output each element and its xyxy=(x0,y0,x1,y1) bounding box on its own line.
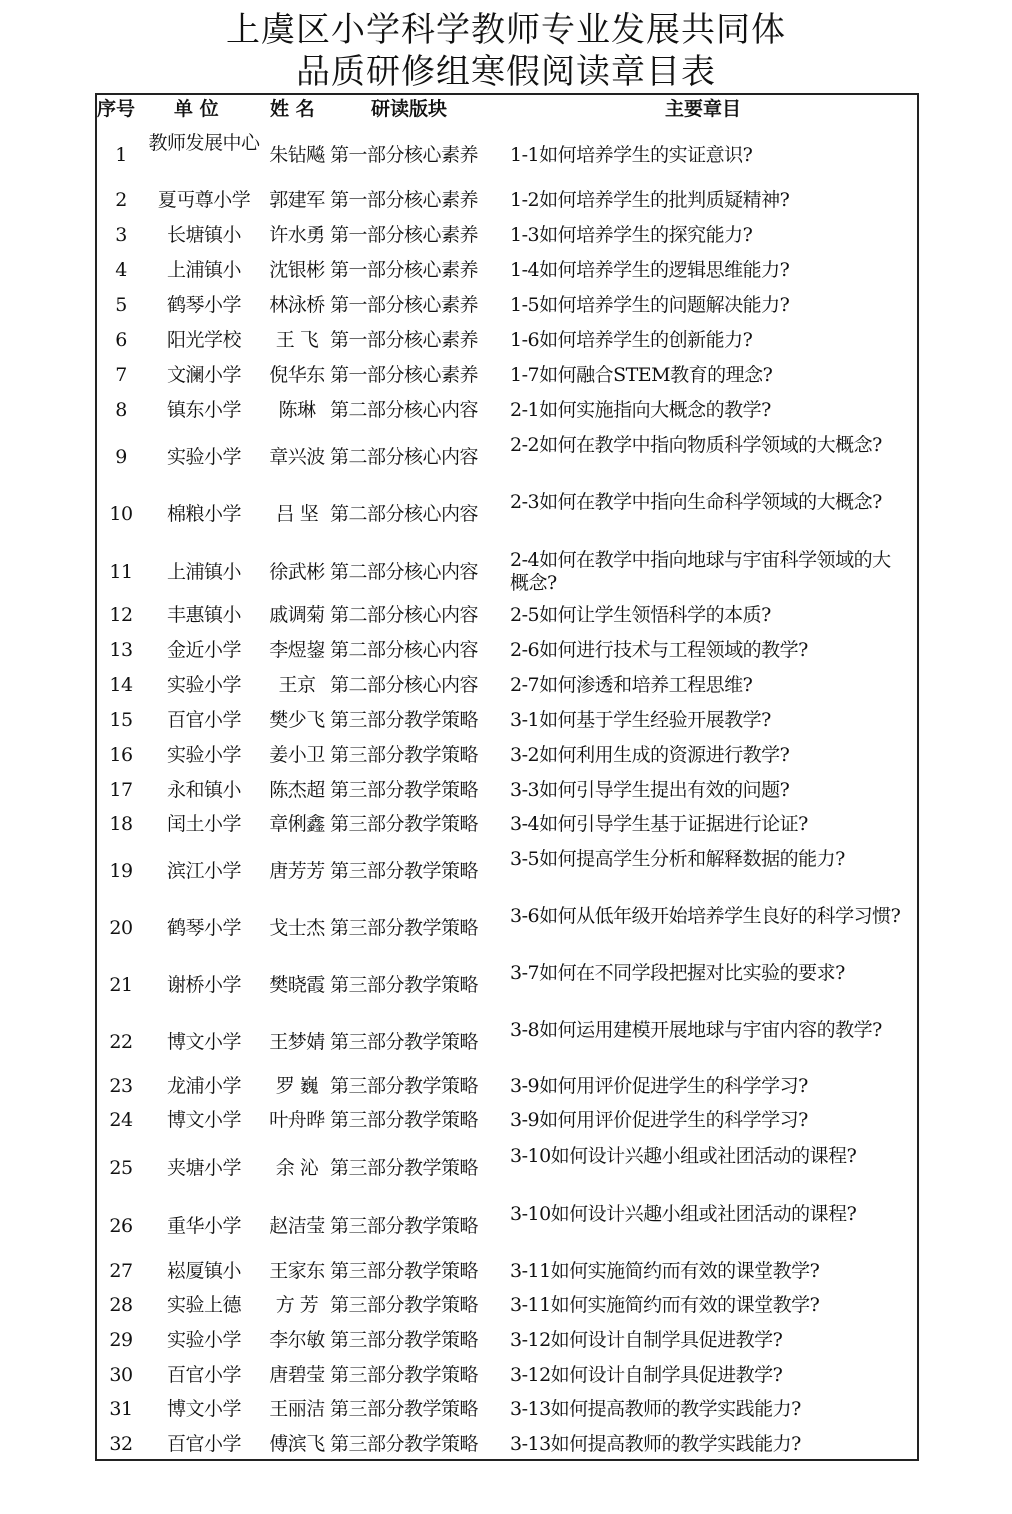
row-seq: 6 xyxy=(115,329,127,351)
row-seq: 22 xyxy=(109,1030,133,1053)
row-block: 第二部分核心内容 xyxy=(330,639,479,661)
row-block: 第三部分教学策略 xyxy=(330,1364,479,1386)
row-seq: 7 xyxy=(115,364,127,386)
row-chapter: 2-1如何实施指向大概念的教学? xyxy=(510,399,771,421)
row-chapter: 3-4如何引导学生基于证据进行论证? xyxy=(510,813,808,835)
row-block: 第三部分教学策略 xyxy=(330,1433,479,1455)
row-block: 第三部分教学策略 xyxy=(330,1398,479,1420)
row-unit: 棉粮小学 xyxy=(166,502,241,525)
row-name: 李煜鋆 xyxy=(269,639,325,661)
row-name: 朱钻飚 xyxy=(269,143,325,166)
row-chapter: 1-1如何培养学生的实证意识? xyxy=(510,143,753,166)
row-unit: 实验小学 xyxy=(166,445,241,468)
row-chapter: 2-2如何在教学中指向物质科学领域的大概念? xyxy=(510,434,882,456)
row-chapter: 3-11如何实施简约而有效的课堂教学? xyxy=(510,1294,820,1316)
row-unit: 镇东小学 xyxy=(166,399,241,421)
row-unit: 上浦镇小 xyxy=(166,560,241,583)
row-chapter: 2-5如何让学生领悟科学的本质? xyxy=(510,604,771,626)
row-name: 章俐鑫 xyxy=(269,813,325,835)
row-block: 第三部分教学策略 xyxy=(330,1030,479,1053)
row-chapter: 3-2如何利用生成的资源进行教学? xyxy=(510,744,790,766)
row-block: 第二部分核心内容 xyxy=(330,399,479,421)
row-chapter: 2-4如何在教学中指向地球与宇宙科学领域的大概念? xyxy=(510,549,891,594)
row-seq: 3 xyxy=(115,224,127,246)
row-chapter: 3-3如何引导学生提出有效的问题? xyxy=(510,779,790,801)
row-unit: 龙浦小学 xyxy=(166,1075,241,1097)
row-name: 章兴波 xyxy=(269,445,325,468)
row-chapter: 1-4如何培养学生的逻辑思维能力? xyxy=(510,259,790,281)
row-unit: 实验上德 xyxy=(166,1294,241,1316)
row-name: 沈银彬 xyxy=(269,259,325,281)
row-chapter: 3-9如何用评价促进学生的科学学习? xyxy=(510,1109,808,1131)
row-seq: 15 xyxy=(109,709,133,731)
row-block: 第一部分核心素养 xyxy=(330,329,479,351)
row-chapter: 2-6如何进行技术与工程领域的教学? xyxy=(510,639,808,661)
row-name: 王京 xyxy=(278,674,316,696)
row-chapter: 3-10如何设计兴趣小组或社团活动的课程? xyxy=(510,1145,857,1167)
row-name: 郭建军 xyxy=(269,189,325,211)
row-name: 徐武彬 xyxy=(269,560,325,583)
row-unit: 长塘镇小 xyxy=(166,224,241,246)
row-name: 傅滨飞 xyxy=(269,1433,325,1455)
row-block: 第三部分教学策略 xyxy=(330,916,479,939)
row-seq: 16 xyxy=(109,744,133,766)
row-unit: 博文小学 xyxy=(166,1030,241,1053)
row-unit: 博文小学 xyxy=(166,1109,241,1131)
row-seq: 12 xyxy=(109,604,133,626)
row-block: 第一部分核心素养 xyxy=(330,224,479,246)
header-chapter: 主要章目 xyxy=(665,98,742,120)
row-block: 第一部分核心素养 xyxy=(330,364,479,386)
row-chapter: 2-3如何在教学中指向生命科学领域的大概念? xyxy=(510,491,882,513)
row-block: 第二部分核心内容 xyxy=(330,445,479,468)
row-block: 第二部分核心内容 xyxy=(330,674,479,696)
row-seq: 17 xyxy=(109,779,133,801)
row-block: 第一部分核心素养 xyxy=(330,294,479,316)
row-unit: 实验小学 xyxy=(166,674,241,696)
row-unit: 鹤琴小学 xyxy=(166,294,241,316)
row-chapter: 3-12如何设计自制学具促进教学? xyxy=(510,1329,783,1351)
row-unit: 丰惠镇小 xyxy=(166,604,241,626)
row-unit: 百官小学 xyxy=(166,1433,241,1455)
row-chapter: 3-10如何设计兴趣小组或社团活动的课程? xyxy=(510,1203,857,1225)
row-chapter: 1-7如何融合STEM教育的理念? xyxy=(510,364,773,386)
row-unit: 崧厦镇小 xyxy=(166,1260,241,1282)
row-block: 第三部分教学策略 xyxy=(330,1109,479,1131)
row-seq: 18 xyxy=(109,813,133,835)
row-name: 罗 巍 xyxy=(275,1075,319,1097)
row-seq: 27 xyxy=(109,1260,133,1282)
row-name: 戈士杰 xyxy=(269,916,325,939)
row-name: 李尔敏 xyxy=(269,1329,325,1351)
row-chapter: 3-13如何提高教师的教学实践能力? xyxy=(510,1398,801,1420)
row-block: 第三部分教学策略 xyxy=(330,973,479,996)
row-seq: 2 xyxy=(115,189,127,211)
row-block: 第一部分核心素养 xyxy=(330,259,479,281)
document-title-line-2: 品质研修组寒假阅读章目表 xyxy=(296,52,716,92)
row-block: 第一部分核心素养 xyxy=(330,143,479,166)
row-chapter: 3-11如何实施简约而有效的课堂教学? xyxy=(510,1260,820,1282)
row-chapter: 2-7如何渗透和培养工程思维? xyxy=(510,674,753,696)
row-name: 姜小卫 xyxy=(269,744,325,766)
row-chapter: 1-5如何培养学生的问题解决能力? xyxy=(510,294,790,316)
row-chapter: 3-12如何设计自制学具促进教学? xyxy=(510,1364,783,1386)
row-name: 樊少飞 xyxy=(269,709,325,731)
row-unit: 夏丏尊小学 xyxy=(157,189,251,211)
row-block: 第三部分教学策略 xyxy=(330,1294,479,1316)
row-block: 第三部分教学策略 xyxy=(330,779,479,801)
row-block: 第一部分核心素养 xyxy=(330,189,479,211)
row-name: 林泳桥 xyxy=(269,294,325,316)
row-name: 吕 坚 xyxy=(275,502,319,525)
row-chapter: 1-3如何培养学生的探究能力? xyxy=(510,224,753,246)
row-block: 第三部分教学策略 xyxy=(330,1156,479,1179)
row-block: 第二部分核心内容 xyxy=(330,560,479,583)
row-seq: 24 xyxy=(109,1109,133,1131)
row-name: 赵洁莹 xyxy=(269,1214,325,1237)
row-unit: 教师发展中心 xyxy=(148,132,260,154)
row-unit: 阳光学校 xyxy=(166,329,241,351)
row-seq: 28 xyxy=(109,1294,133,1316)
row-seq: 26 xyxy=(109,1214,133,1237)
row-name: 陈杰超 xyxy=(269,779,325,801)
header-seq: 序号 xyxy=(97,98,136,120)
row-chapter: 1-6如何培养学生的创新能力? xyxy=(510,329,753,351)
row-seq: 21 xyxy=(109,973,133,996)
row-chapter: 3-9如何用评价促进学生的科学学习? xyxy=(510,1075,808,1097)
row-unit: 博文小学 xyxy=(166,1398,241,1420)
row-unit: 永和镇小 xyxy=(166,779,241,801)
row-block: 第二部分核心内容 xyxy=(330,604,479,626)
row-name: 戚调菊 xyxy=(269,604,325,626)
row-block: 第二部分核心内容 xyxy=(330,502,479,525)
row-unit: 夹塘小学 xyxy=(166,1156,241,1179)
row-name: 王梦婧 xyxy=(269,1030,325,1053)
row-block: 第三部分教学策略 xyxy=(330,859,479,882)
row-unit: 文澜小学 xyxy=(166,364,241,386)
row-block: 第三部分教学策略 xyxy=(330,1329,479,1351)
row-name: 方 芳 xyxy=(275,1294,319,1316)
row-seq: 23 xyxy=(109,1075,133,1097)
row-unit: 上浦镇小 xyxy=(166,259,241,281)
row-block: 第三部分教学策略 xyxy=(330,1075,479,1097)
row-name: 唐碧莹 xyxy=(269,1364,325,1386)
row-name: 叶舟晔 xyxy=(269,1109,325,1131)
row-name: 余 沁 xyxy=(275,1156,319,1179)
row-seq: 10 xyxy=(109,502,133,525)
row-seq: 19 xyxy=(109,859,133,882)
row-seq: 4 xyxy=(115,259,127,281)
row-unit: 闰土小学 xyxy=(166,813,241,835)
row-name: 樊晓霞 xyxy=(269,973,325,996)
row-chapter: 3-7如何在不同学段把握对比实验的要求? xyxy=(510,962,845,984)
row-name: 王 飞 xyxy=(275,329,319,351)
row-seq: 1 xyxy=(115,143,127,166)
row-block: 第三部分教学策略 xyxy=(330,813,479,835)
row-seq: 14 xyxy=(109,674,133,696)
header-block: 研读版块 xyxy=(371,98,448,120)
row-unit: 实验小学 xyxy=(166,1329,241,1351)
row-unit: 百官小学 xyxy=(166,709,241,731)
row-seq: 32 xyxy=(109,1433,133,1455)
row-seq: 5 xyxy=(115,294,127,316)
row-unit: 实验小学 xyxy=(166,744,241,766)
row-block: 第三部分教学策略 xyxy=(330,709,479,731)
row-chapter: 3-13如何提高教师的教学实践能力? xyxy=(510,1433,801,1455)
row-name: 倪华东 xyxy=(269,364,325,386)
row-seq: 30 xyxy=(109,1364,133,1386)
row-name: 唐芳芳 xyxy=(269,859,325,882)
row-name: 许水勇 xyxy=(269,224,325,246)
row-unit: 滨江小学 xyxy=(166,859,241,882)
row-chapter: 3-8如何运用建模开展地球与宇宙内容的教学? xyxy=(510,1019,882,1041)
row-seq: 9 xyxy=(115,445,127,468)
row-seq: 11 xyxy=(109,560,133,583)
document-title-line-1: 上虞区小学科学教师专业发展共同体 xyxy=(226,10,786,50)
row-seq: 13 xyxy=(109,639,133,661)
row-chapter: 3-1如何基于学生经验开展教学? xyxy=(510,709,771,731)
row-chapter: 1-2如何培养学生的批判质疑精神? xyxy=(510,189,790,211)
row-unit: 重华小学 xyxy=(166,1214,241,1237)
row-chapter: 3-6如何从低年级开始培养学生良好的科学习惯? xyxy=(510,905,901,927)
row-seq: 8 xyxy=(115,399,127,421)
row-block: 第三部分教学策略 xyxy=(330,744,479,766)
row-unit: 金近小学 xyxy=(166,639,241,661)
row-seq: 25 xyxy=(109,1156,133,1179)
row-block: 第三部分教学策略 xyxy=(330,1260,479,1282)
row-name: 陈琳 xyxy=(278,399,316,421)
row-unit: 谢桥小学 xyxy=(166,973,241,996)
header-name: 姓 名 xyxy=(270,98,315,120)
row-seq: 29 xyxy=(109,1329,133,1351)
row-unit: 鹤琴小学 xyxy=(166,916,241,939)
row-name: 王家东 xyxy=(269,1260,325,1282)
row-seq: 20 xyxy=(109,916,133,939)
header-unit: 单 位 xyxy=(174,98,219,120)
row-block: 第三部分教学策略 xyxy=(330,1214,479,1237)
row-chapter: 3-5如何提高学生分析和解释数据的能力? xyxy=(510,848,845,870)
row-seq: 31 xyxy=(109,1398,133,1420)
row-unit: 百官小学 xyxy=(166,1364,241,1386)
row-name: 王丽洁 xyxy=(269,1398,325,1420)
